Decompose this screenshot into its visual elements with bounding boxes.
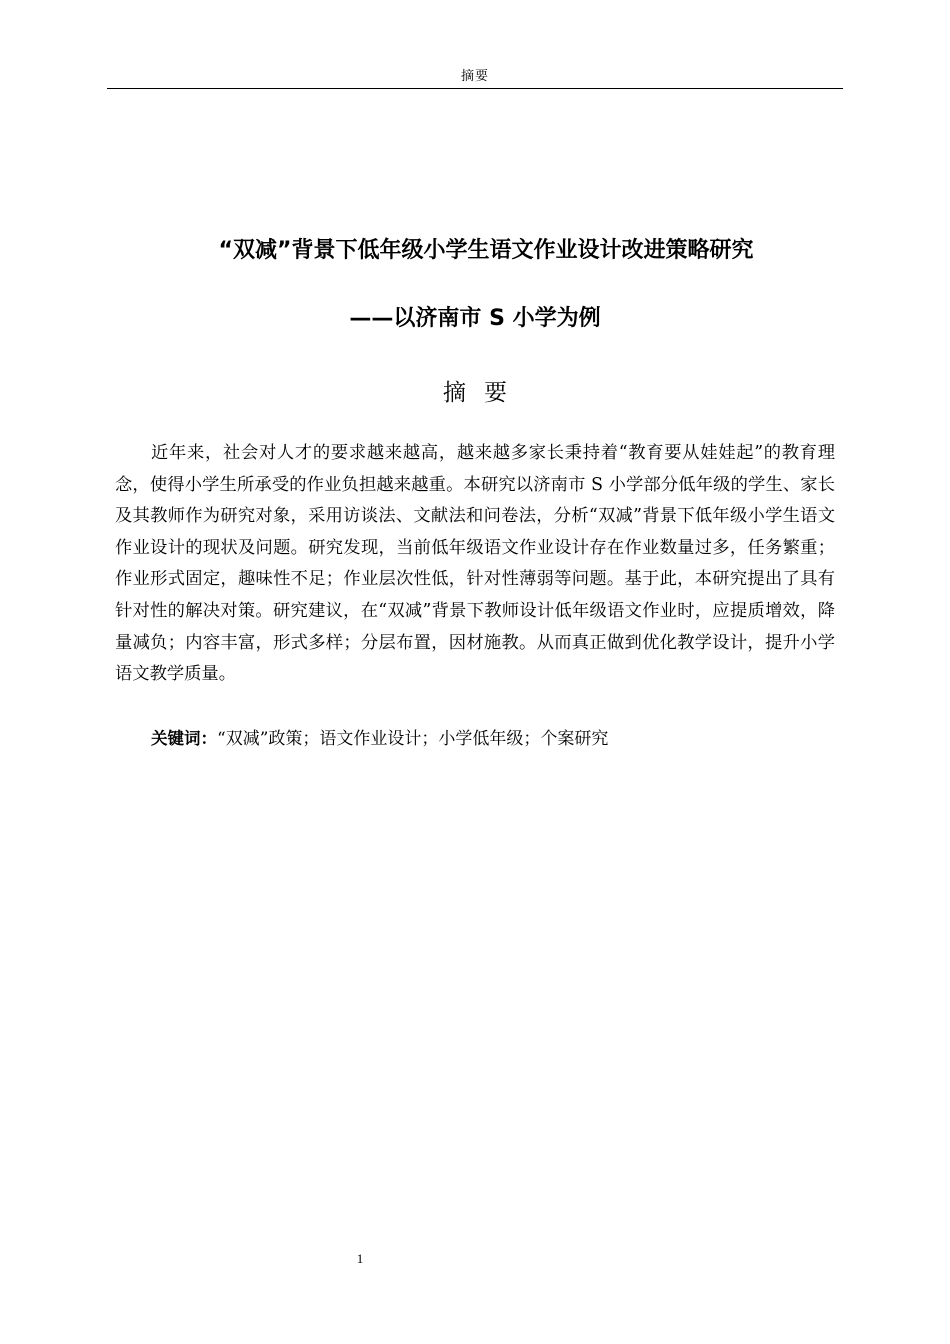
thesis-title: “双减”背景下低年级小学生语文作业设计改进策略研究 <box>218 238 754 263</box>
abstract-body: 近年来，社会对人才的要求越来越高，越来越多家长秉持着“教育要从娃娃起”的教育理念，使得小学生所承受的作业负担越来越重。本研究以济南市 S 小学部分低年级的学生、家长及其教师作为研究对象，采用访谈法、文献法和问卷法，分析“双减”背景下低年级小学生语文作业设计的现状及问题。研究发现，当前低年级语文作业设计存在作业数量过多，任务繁重；作业形式固定，趣味性不足；作业层次性低，针对性薄弱等问题。基于此，本研究提出了具有针对性的解决对策。研究建议，在“双减”背景下教师设计低年级语文作业时，应提质增效，降量减负；内容丰富，形式多样；分层布置，因材施教。从而真正做到优化教学设计，提升小学语文教学质量。 <box>115 443 835 685</box>
running-header: 摘要 <box>460 69 489 84</box>
keywords-text: “双减”政策；语文作业设计；小学低年级；个案研究 <box>217 729 609 749</box>
abstract-heading: 摘要 <box>443 380 525 406</box>
thesis-subtitle: ——以济南市 S 小学为例 <box>349 306 601 331</box>
keywords-label: 关键词： <box>151 729 217 748</box>
header-rule <box>107 88 843 89</box>
page-number: 1 <box>356 1251 364 1266</box>
keywords-line <box>151 723 835 755</box>
